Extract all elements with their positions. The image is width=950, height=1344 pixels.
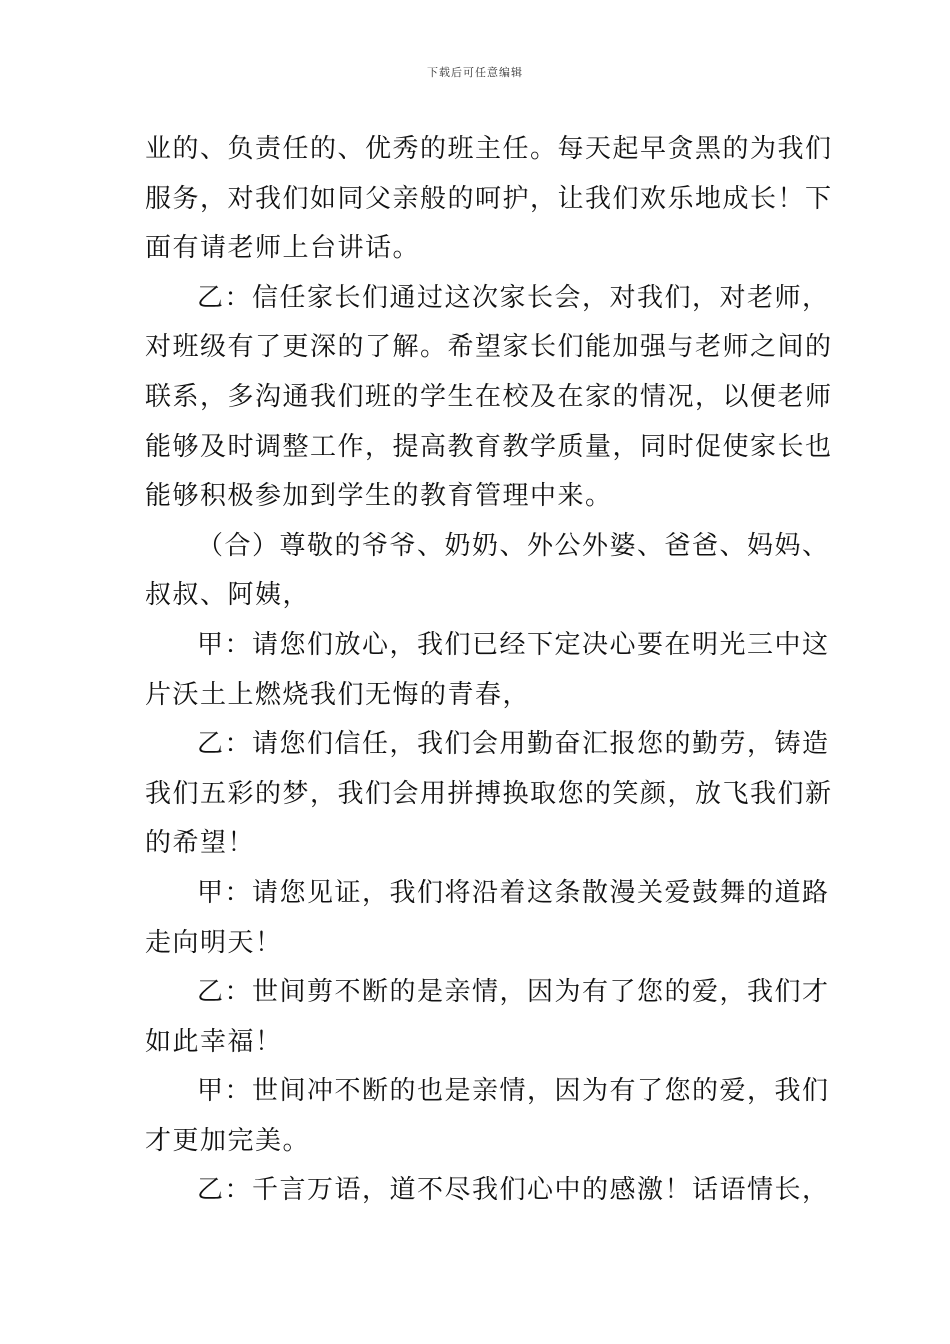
text-line: 我们五彩的梦，我们会用拼搏换取您的笑颜，放飞我们新 [145,778,833,809]
text-line: 片沃土上燃烧我们无悔的青春， [145,679,531,710]
text-line: 乙：信任家长们通过这次家长会，对我们，对老师， [197,282,830,313]
text-line: 乙：请您们信任，我们会用勤奋汇报您的勤劳，铸造 [197,729,830,760]
text-line: 走向明天！ [145,927,283,958]
text-line: 联系，多沟通我们班的学生在校及在家的情况，以便老师 [145,381,833,412]
text-line: 服务，对我们如同父亲般的呵护，让我们欢乐地成长！下 [145,183,833,214]
text-line: 如此幸福！ [145,1026,283,1057]
text-line: 面有请老师上台讲话。 [145,233,421,264]
text-line: 甲：世间冲不断的也是亲情，因为有了您的爱，我们 [197,1076,830,1107]
text-line: 对班级有了更深的了解。希望家长们能加强与老师之间的 [145,332,833,363]
page-header: 下载后可任意编辑 [427,66,523,79]
text-line: 甲：请您见证，我们将沿着这条散漫关爱鼓舞的道路 [197,877,830,908]
text-line: 叔叔、阿姨， [145,580,311,611]
text-line: 乙：世间剪不断的是亲情，因为有了您的爱，我们才 [197,977,830,1008]
text-line: 能够及时调整工作，提高教育教学质量，同时促使家长也 [145,431,833,462]
text-line: 才更加完美。 [145,1125,311,1156]
text-line: （合）尊敬的爷爷、奶奶、外公外婆、爸爸、妈妈、 [197,530,830,561]
document-body [145,125,833,1216]
text-line: 乙：千言万语，道不尽我们心中的感激！话语情长， [197,1175,830,1206]
text-line: 业的、负责任的、优秀的班主任。每天起早贪黑的为我们 [145,134,833,164]
text-line: 能够积极参加到学生的教育管理中来。 [145,481,613,512]
text-line: 甲：请您们放心，我们已经下定决心要在明光三中这 [197,629,830,660]
text-line: 的希望！ [145,828,256,859]
